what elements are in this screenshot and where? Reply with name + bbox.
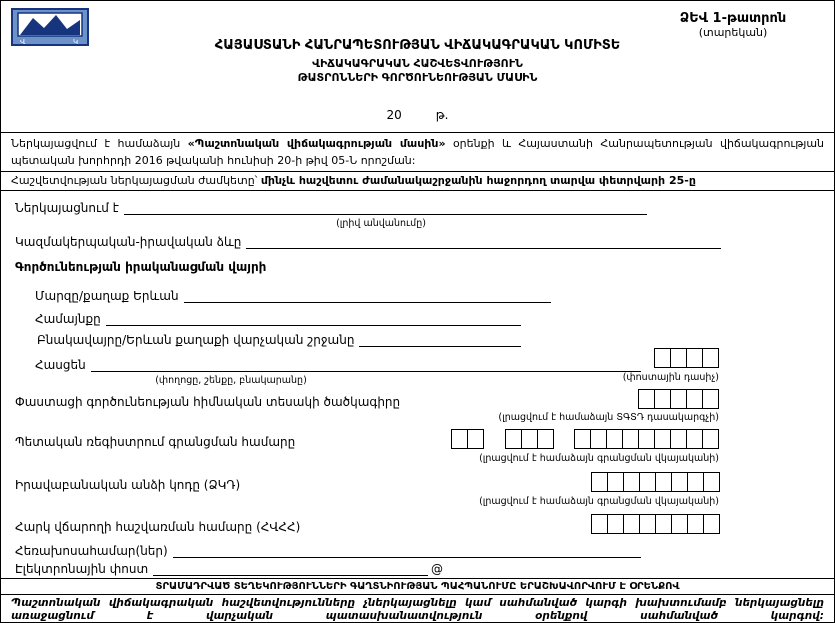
legal-entity-code-boxes — [591, 472, 720, 492]
code-cell[interactable] — [654, 348, 671, 368]
field-region — [35, 288, 551, 303]
taxpayer-id-boxes — [591, 514, 720, 534]
community-label: Համայնքը — [35, 312, 101, 326]
field-settlement — [37, 332, 521, 347]
code-cell[interactable] — [639, 514, 656, 534]
code-cell[interactable] — [574, 429, 591, 449]
settlement-input-line[interactable] — [359, 332, 521, 347]
year-row — [1, 108, 834, 122]
field-legal-form — [15, 234, 721, 249]
registry-group-1 — [451, 429, 484, 449]
registry-number-label: Պետական ռեգիստրում գրանցման համարը — [15, 435, 296, 449]
field-community — [35, 311, 521, 326]
confidentiality-note: ՏՐԱՄԱԴՐՎԱԾ ՏԵՂԵԿՈՒԹՅՈՒՆՆԵՐԻ ԳԱՂՏՆԻՈՒԹՅԱՆ ՊԱՀՊԱՆՈՒՄԸ ԵՐԱՇԽԱՎՈՐՎՈՒՄ Է ՕՐԵՆՔՈՎ — [1, 578, 834, 594]
code-cell[interactable] — [654, 429, 671, 449]
code-cell[interactable] — [521, 429, 538, 449]
year-suffix: թ. — [435, 108, 449, 122]
region-label: Մարզը/քաղաք Երևան — [35, 289, 179, 303]
registry-number-hint: (լրացվում է համաձայն գրանցման վկայականի) — [479, 453, 719, 464]
code-cell[interactable] — [654, 389, 671, 409]
code-cell[interactable] — [623, 514, 640, 534]
code-cell[interactable] — [686, 389, 703, 409]
code-cell[interactable] — [591, 514, 608, 534]
code-cell[interactable] — [607, 514, 624, 534]
code-cell[interactable] — [686, 348, 703, 368]
code-cell[interactable] — [622, 429, 639, 449]
code-cell[interactable] — [591, 472, 608, 492]
basis-law-name: «Պաշտոնական վիճակագրության մասին» — [187, 137, 446, 150]
registry-number-boxes — [451, 429, 719, 449]
legal-form-input-line[interactable] — [246, 234, 721, 249]
code-cell[interactable] — [623, 472, 640, 492]
code-cell[interactable] — [671, 514, 688, 534]
form-periodicity: (տարեկան) — [698, 26, 768, 39]
code-cell[interactable] — [670, 389, 687, 409]
form-code-block — [648, 11, 818, 39]
deadline-date: մինչև հաշվետու ժամանակաշրջանին հաջորդող տարվա փետրվարի 25-ը — [260, 174, 696, 187]
code-cell[interactable] — [655, 472, 672, 492]
field-phone — [15, 543, 641, 558]
presents-input-line[interactable] — [124, 200, 647, 215]
field-presents — [15, 200, 647, 215]
code-cell[interactable] — [638, 429, 655, 449]
submission-basis-note — [1, 132, 834, 172]
legal-entity-code-label: Իրավաբանական անձի կոդը (ՁԿԴ) — [15, 478, 241, 492]
basis-prefix: Ներկայացվում է համաձայն — [11, 137, 188, 150]
region-input-line[interactable] — [184, 288, 551, 303]
logo-letter-right: Կ — [73, 38, 79, 46]
phone-label: Հեռախոսահամար(ներ) — [15, 544, 168, 558]
code-cell[interactable] — [702, 348, 719, 368]
presents-label: Ներկայացնում է — [15, 201, 119, 215]
settlement-label: Բնակավայրը/Երևան քաղաքի վարչական շրջանը — [37, 333, 355, 347]
code-cell[interactable] — [607, 472, 624, 492]
code-cell[interactable] — [687, 514, 704, 534]
code-cell[interactable] — [702, 429, 719, 449]
report-type-title: ՎԻՃԱԿԱԳՐԱԿԱՆ ՀԱՇՎԵՏՎՈՒԹՅՈՒՆ — [312, 57, 523, 70]
taxpayer-id-label: Հարկ վճարողի հաշվառման համարը (ՀՎՀՀ) — [15, 520, 301, 534]
code-cell[interactable] — [686, 429, 703, 449]
address-input-line[interactable] — [91, 357, 641, 372]
code-cell[interactable] — [703, 514, 720, 534]
code-cell[interactable] — [671, 472, 688, 492]
deadline-prefix: Հաշվետվության ներկայացման ժամկետը՝ — [11, 174, 261, 187]
phone-input-line[interactable] — [173, 543, 641, 558]
logo-letter-left: Վ — [20, 38, 26, 46]
email-at-sign: @ — [431, 562, 443, 576]
registry-group-2 — [505, 429, 554, 449]
code-cell[interactable] — [467, 429, 484, 449]
address-hint: (փողոցը, շենքը, բնակարանը) — [155, 375, 307, 386]
code-cell[interactable] — [703, 472, 720, 492]
registry-group-3 — [574, 429, 719, 449]
committee-title: ՀԱՅԱՍՏԱՆԻ ՀԱՆՐԱՊԵՏՈՒԹՅԱՆ ՎԻՃԱԿԱԳՐԱԿԱՆ ԿՈՄԻՏԵ — [214, 38, 621, 53]
email-input-line[interactable] — [153, 561, 428, 576]
form-code: ՁԵՎ 1-թատրոն — [679, 11, 787, 26]
postal-code-boxes — [654, 348, 719, 368]
activity-code-hint: (լրացվում է համաձայն ՏԳՏԴ դասակարգչի) — [498, 412, 719, 423]
code-cell[interactable] — [639, 472, 656, 492]
presents-hint: (լրիվ անվանումը) — [336, 218, 426, 229]
field-email — [15, 561, 443, 576]
activity-code-label: Փաստացի գործունեության հիմնական տեսակի ծածկագիրը — [15, 395, 401, 409]
field-address — [35, 357, 641, 372]
legal-form-label: Կազմակերպական-իրավական ձևը — [15, 235, 242, 249]
code-cell[interactable] — [505, 429, 522, 449]
code-cell[interactable] — [638, 389, 655, 409]
code-cell[interactable] — [670, 429, 687, 449]
location-section-title: Գործունեության իրականացման վայրի — [15, 260, 267, 274]
address-label: Հասցեն — [35, 358, 86, 372]
activity-code-boxes — [638, 389, 719, 409]
liability-note: Պաշտոնական վիճակագրական հաշվետվությունները չներկայացնելը կամ սահմանված կարգի խախտումամբ ներկայացնելը առաջացնում է վարչական պատասխանատվություն օրենքով սահմանված կարգով: — [1, 594, 834, 622]
code-cell[interactable] — [606, 429, 623, 449]
code-cell[interactable] — [451, 429, 468, 449]
code-cell[interactable] — [670, 348, 687, 368]
legal-entity-code-hint: (լրացվում է համաձայն գրանցման վկայականի) — [479, 496, 719, 507]
code-cell[interactable] — [702, 389, 719, 409]
year-prefix: 20 — [386, 108, 402, 122]
code-cell[interactable] — [655, 514, 672, 534]
basis-suffix: օրենքի և Հայաստանի Հանրապետության վիճակագրության պետական խորհրդի 2016 թվականի հունիսի 20-ի թիվ 05-Ն որոշման: — [11, 137, 825, 167]
deadline-note — [1, 172, 834, 191]
community-input-line[interactable] — [106, 311, 521, 326]
code-cell[interactable] — [537, 429, 554, 449]
postal-code-hint: (փոստային դասիչ) — [622, 372, 719, 383]
code-cell[interactable] — [687, 472, 704, 492]
email-label: Էլեկտրոնային փոստ — [15, 562, 149, 576]
report-subject-title: ԹԱՏՐՈՆՆԵՐԻ ԳՈՐԾՈՒՆԵՈՒԹՅԱՆ ՄԱՍԻՆ — [297, 71, 538, 84]
code-cell[interactable] — [590, 429, 607, 449]
